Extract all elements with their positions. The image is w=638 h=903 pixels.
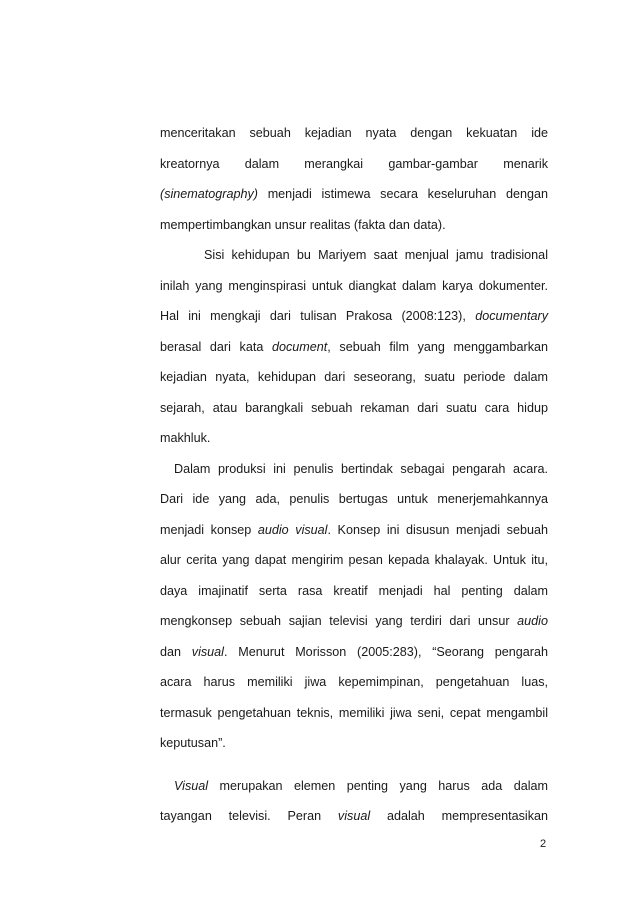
text-line: acara harus memiliki jiwa kepemimpinan, pengetahuan luas, <box>160 675 548 689</box>
text-line <box>160 515 548 546</box>
text-span: menjadi konsep <box>160 522 258 537</box>
text-span: . Menurut Morisson (2005:283), “Seorang pengarah <box>223 644 548 659</box>
text-span: . Konsep ini disusun menjadi sebuah <box>327 522 548 537</box>
text-line: Dalam produksi ini penulis bertindak sebagai pengarah acara. <box>174 461 548 476</box>
text-line <box>160 637 548 668</box>
italic-term: document <box>271 339 328 354</box>
text-span: dan <box>160 644 192 659</box>
text-line: termasuk pengetahuan teknis, memiliki jiwa seni, cepat mengambil <box>160 705 548 720</box>
text-line: alur cerita yang dapat mengirim pesan kepada khalayak. Untuk itu, <box>160 553 548 567</box>
text-line: sejarah, atau barangkali sebuah rekaman dari suatu cara hidup <box>160 400 548 415</box>
text-span: berasal dari kata <box>160 339 272 354</box>
text-line: menceritakan sebuah kejadian nyata dengan kekuatan ide <box>160 126 548 140</box>
text-line <box>160 332 548 363</box>
text-line: kreatornya dalam merangkai gambar-gambar menarik <box>160 156 548 171</box>
italic-term: visual <box>191 644 224 659</box>
text-span: adalah mempresentasikan <box>370 809 548 823</box>
italic-term: Visual <box>174 778 209 793</box>
body-text <box>160 118 548 832</box>
text-span: , sebuah film yang menggambarkan <box>327 339 549 354</box>
text-line <box>160 179 548 210</box>
text-line <box>160 801 548 832</box>
text-span: tayangan televisi. Peran <box>160 809 338 823</box>
text-line: Dari ide yang ada, penulis bertugas untuk menerjemahkannya <box>160 492 548 506</box>
text-line: keputusan”. <box>160 736 226 750</box>
italic-term: visual <box>337 809 371 823</box>
text-line: inilah yang menginspirasi untuk diangkat dalam karya dokumenter. <box>160 278 548 293</box>
text-line: mempertimbangkan unsur realitas (fakta dan data). <box>160 217 446 232</box>
italic-term: documentary <box>475 309 548 323</box>
text-line <box>160 771 548 802</box>
text-span: Hal ini mengkaji dari tulisan Prakosa (2008:123), <box>160 309 476 323</box>
text-line <box>160 606 548 637</box>
text-line <box>160 301 548 332</box>
text-span: menjadi istimewa secara keseluruhan dengan <box>258 187 548 201</box>
page-number: 2 <box>540 838 547 850</box>
text-span: mengkonsep sebuah sajian televisi yang terdiri dari unsur <box>160 614 518 628</box>
paragraph-gap <box>160 759 548 771</box>
text-line: Sisi kehidupan bu Mariyem saat menjual jamu tradisional <box>204 248 548 262</box>
text-line: daya imajinatif serta rasa kreatif menjadi hal penting dalam <box>160 583 548 598</box>
italic-term: (sinematography) <box>160 187 258 201</box>
text-line: kejadian nyata, kehidupan dari seseorang, suatu periode dalam <box>160 370 548 384</box>
text-line: makhluk. <box>160 431 211 445</box>
italic-term: audio <box>517 614 548 628</box>
italic-term: audio visual <box>257 522 328 537</box>
text-span: merupakan elemen penting yang harus ada dalam <box>208 778 548 793</box>
